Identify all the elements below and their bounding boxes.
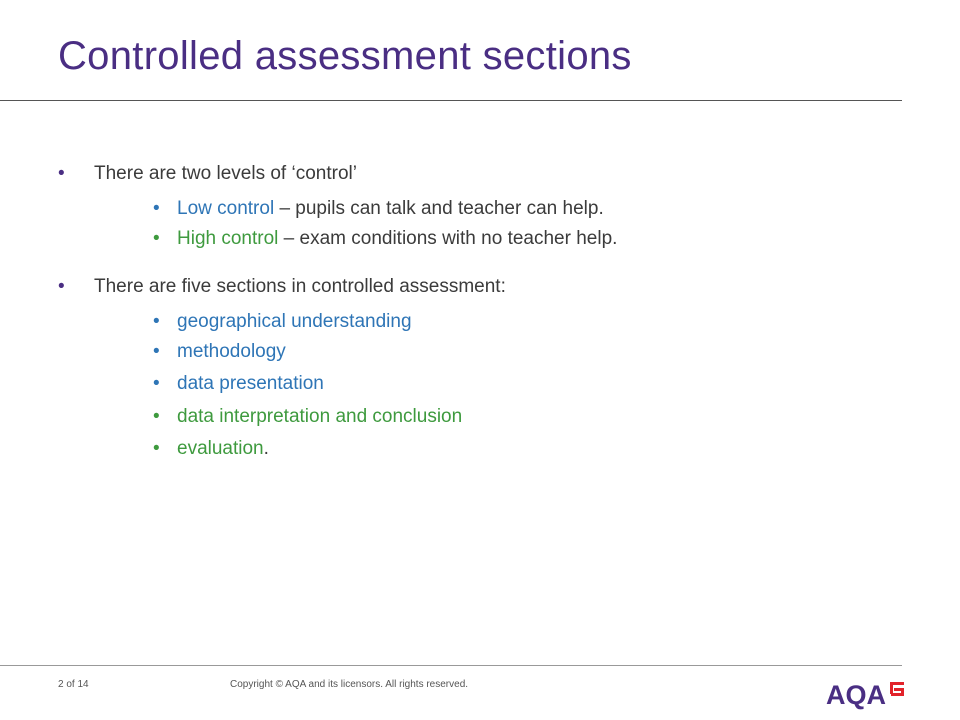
section-text: data interpretation and conclusion <box>177 406 463 427</box>
bullet-dot-icon: • <box>153 198 160 219</box>
footer-divider <box>0 665 902 666</box>
page-title: Controlled assessment sections <box>58 34 632 78</box>
bullet-dot-icon: • <box>58 163 65 184</box>
title-divider <box>0 100 902 101</box>
aqa-logo-icon <box>826 676 906 710</box>
logo-text: AQA <box>826 680 886 710</box>
evaluation-period: . <box>263 438 269 459</box>
bullet-dot-icon: • <box>153 406 160 427</box>
evaluation-label: evaluation <box>177 438 264 459</box>
bullet-dot-icon: • <box>58 276 65 297</box>
bullet-text: There are two levels of ‘control’ <box>94 163 357 184</box>
low-control-description: – pupils can talk and teacher can help. <box>274 198 604 219</box>
bullet-text <box>177 198 604 220</box>
page-number: 2 of 14 <box>58 679 89 690</box>
section-text: data presentation <box>177 373 324 394</box>
high-control-description: – exam conditions with no teacher help. <box>278 228 618 249</box>
section-text: methodology <box>177 341 286 362</box>
bullet-text <box>177 228 617 250</box>
bullet-dot-icon: • <box>153 438 160 459</box>
copyright-notice: Copyright © AQA and its licensors. All rights reserved. <box>230 679 469 690</box>
section-text <box>177 438 269 460</box>
bullet-dot-icon: • <box>153 341 160 362</box>
section-text: geographical understanding <box>177 311 412 332</box>
bullet-dot-icon: • <box>153 373 160 394</box>
bullet-dot-icon: • <box>153 228 160 249</box>
bullet-dot-icon: • <box>153 311 160 332</box>
bullet-text: There are five sections in controlled assessment: <box>94 276 506 297</box>
high-control-term: High control <box>177 228 279 249</box>
low-control-term: Low control <box>177 198 275 219</box>
